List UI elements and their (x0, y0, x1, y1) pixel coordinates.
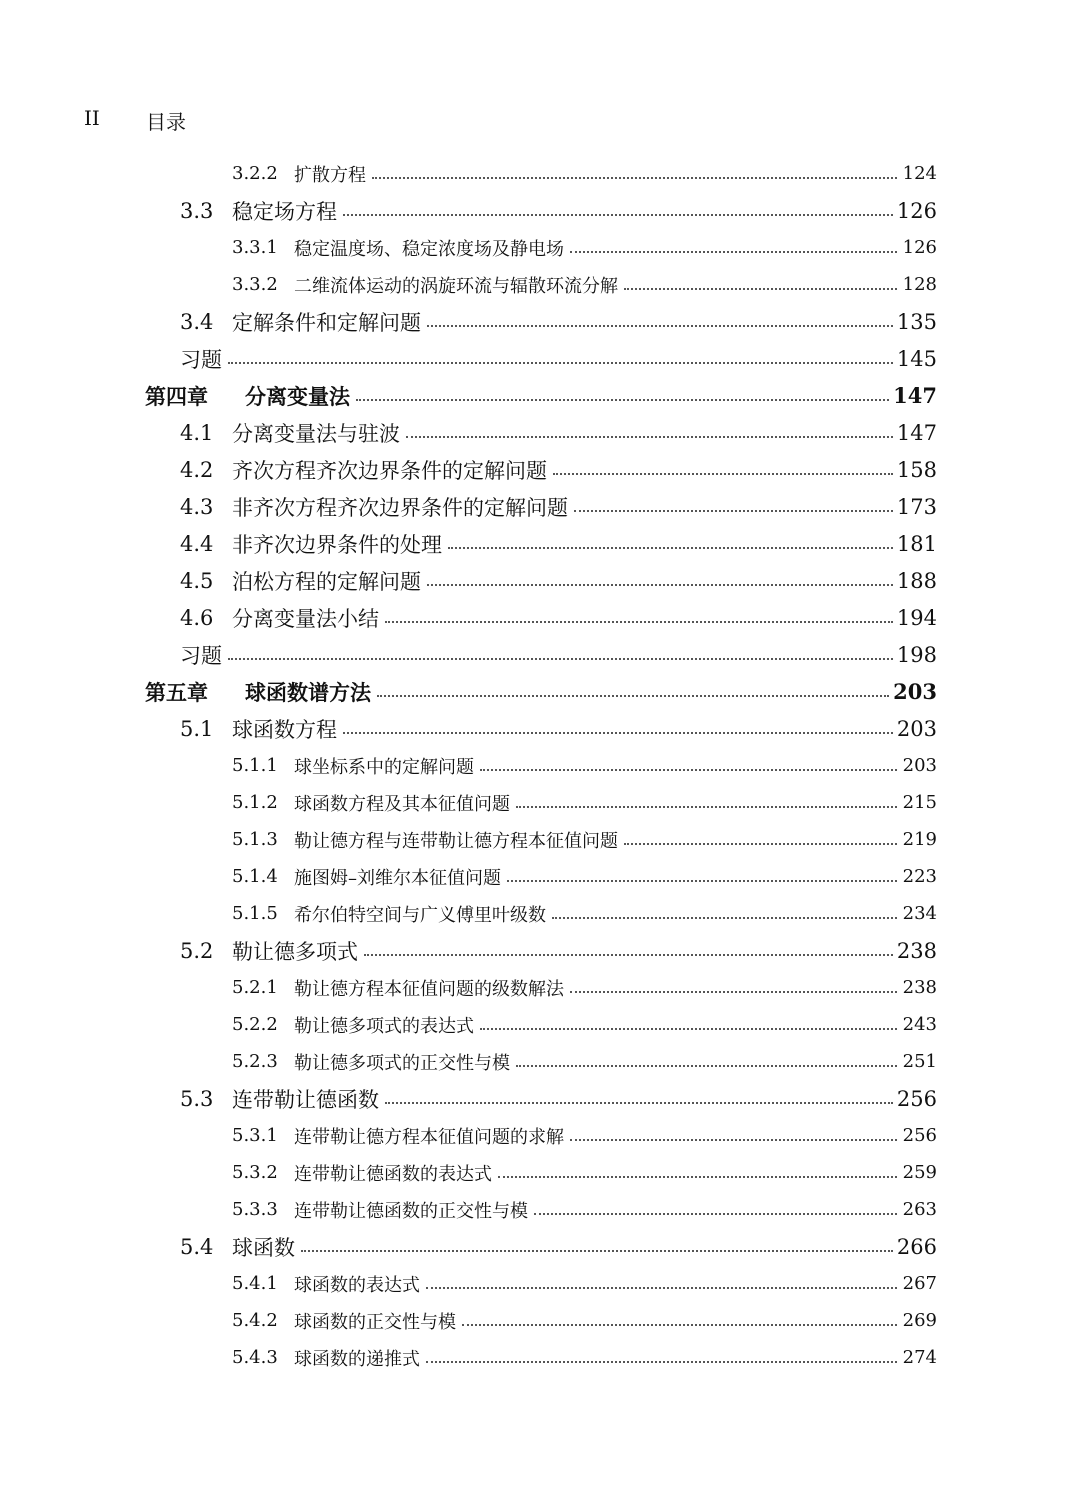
dot-leader (427, 325, 893, 327)
toc-entry-title: 稳定场方程 (232, 199, 337, 224)
toc-entry-title: 非齐次方程齐次边界条件的定解问题 (232, 495, 568, 520)
dot-leader (574, 510, 893, 512)
toc-entry-number: 5.1.5 (232, 903, 278, 924)
dot-leader (570, 251, 897, 253)
toc-entry-page: 203 (893, 679, 937, 704)
toc-entry-number: 5.4.3 (232, 1347, 278, 1368)
header-title: 目录 (146, 110, 186, 134)
toc-entry-page: 203 (896, 716, 937, 741)
toc-section-row[interactable] (0, 192, 1080, 229)
toc-subsection-row[interactable] (0, 1339, 1080, 1376)
dot-leader (624, 843, 897, 845)
dot-leader (343, 214, 893, 216)
page-number: II (84, 106, 100, 130)
toc-section-row[interactable] (0, 1080, 1080, 1117)
toc-entry-page: 147 (893, 383, 937, 408)
toc-entry-title: 分离变量法 (245, 383, 350, 409)
dot-leader (480, 769, 897, 771)
toc-entry-number: 5.1.2 (232, 792, 278, 813)
toc-entry-page: 124 (902, 163, 937, 184)
toc-subsection-row[interactable] (0, 784, 1080, 821)
toc-subsection-row[interactable] (0, 1302, 1080, 1339)
toc-entry-number: 3.4 (180, 309, 214, 334)
toc-subsection-row[interactable] (0, 969, 1080, 1006)
toc-subsection-row[interactable] (0, 747, 1080, 784)
dot-leader (427, 584, 893, 586)
toc-entry-page: 128 (902, 274, 937, 295)
toc-entry-number: 5.2.2 (232, 1014, 278, 1035)
toc-entry-title: 非齐次边界条件的处理 (232, 532, 442, 557)
toc-subsection-row[interactable] (0, 266, 1080, 303)
toc-entry-title: 连带勒让德方程本征值问题的求解 (294, 1126, 564, 1148)
toc-entry-page: 267 (902, 1273, 937, 1294)
toc-entry-title: 习题 (180, 643, 222, 668)
toc-entry-number: 4.3 (180, 494, 214, 519)
toc-subsection-row[interactable] (0, 821, 1080, 858)
toc-entry-page: 251 (902, 1051, 937, 1072)
dot-leader (507, 880, 897, 882)
toc-entry-page: 126 (896, 198, 937, 223)
toc-section-row[interactable] (0, 525, 1080, 562)
toc-section-row[interactable] (0, 1228, 1080, 1265)
toc-entry-page: 203 (902, 755, 937, 776)
toc-entry-page: 269 (902, 1310, 937, 1331)
toc-subsection-row[interactable] (0, 1117, 1080, 1154)
toc-entry-number: 第四章 (145, 383, 208, 409)
toc-chapter-row[interactable] (0, 673, 1080, 710)
toc-entry-page: 215 (902, 792, 937, 813)
toc-entry-title: 泊松方程的定解问题 (232, 569, 421, 594)
dot-leader (356, 399, 889, 401)
dot-leader (570, 991, 897, 993)
toc-entry-number: 5.1.3 (232, 829, 278, 850)
dot-leader (498, 1176, 897, 1178)
toc-subsection-row[interactable] (0, 1043, 1080, 1080)
dot-leader (377, 695, 889, 697)
toc-section-row[interactable] (0, 414, 1080, 451)
toc-entry-number: 5.1.1 (232, 755, 278, 776)
dot-leader (426, 1287, 897, 1289)
toc-entry-number: 5.3.2 (232, 1162, 278, 1183)
toc-subsection-row[interactable] (0, 229, 1080, 266)
toc-entry-title: 扩散方程 (294, 164, 366, 186)
toc-entry-title: 勒让德方程与连带勒让德方程本征值问题 (294, 830, 618, 852)
toc-entry-title: 定解条件和定解问题 (232, 310, 421, 335)
toc-entry-page: 238 (902, 977, 937, 998)
toc-entry-page: 263 (902, 1199, 937, 1220)
page-header (84, 106, 996, 138)
toc-entry-title: 稳定温度场、稳定浓度场及静电场 (294, 238, 564, 260)
toc-entry-page: 234 (902, 903, 937, 924)
toc-entry-title: 分离变量法与驻波 (232, 421, 400, 446)
toc-entry-page: 198 (896, 642, 937, 667)
toc-entry-number: 3.3 (180, 198, 214, 223)
toc-entry-number: 5.3.3 (232, 1199, 278, 1220)
toc-entry-title: 球坐标系中的定解问题 (294, 756, 474, 778)
toc-entry-page: 194 (896, 605, 937, 630)
dot-leader (480, 1028, 897, 1030)
toc-entry-page: 238 (896, 938, 937, 963)
toc-subsection-row[interactable] (0, 155, 1080, 192)
toc-entry-number: 5.2.1 (232, 977, 278, 998)
dot-leader (552, 917, 897, 919)
toc-entry-page: 274 (902, 1347, 937, 1368)
dot-leader (301, 1250, 893, 1252)
toc-entry-title: 球函数方程及其本征值问题 (294, 793, 510, 815)
toc-section-row[interactable] (0, 562, 1080, 599)
toc-entry-page: 158 (896, 457, 937, 482)
dot-leader (228, 658, 893, 660)
dot-leader (343, 732, 893, 734)
dot-leader (516, 806, 897, 808)
toc-entry-number: 5.4.2 (232, 1310, 278, 1331)
toc-subsection-row[interactable] (0, 895, 1080, 932)
toc-section-row[interactable] (0, 599, 1080, 636)
dot-leader (462, 1324, 897, 1326)
toc-entry-page: 243 (902, 1014, 937, 1035)
dot-leader (570, 1139, 897, 1141)
toc-entry-number: 3.3.2 (232, 274, 278, 295)
toc-section-row[interactable] (0, 710, 1080, 747)
toc-entry-title: 球函数方程 (232, 717, 337, 742)
dot-leader (553, 473, 893, 475)
toc-entry-title: 球函数 (232, 1235, 295, 1260)
toc-entry-title: 二维流体运动的涡旋环流与辐散环流分解 (294, 275, 618, 297)
toc-section-row[interactable] (0, 932, 1080, 969)
dot-leader (372, 177, 897, 179)
toc-entry-page: 259 (902, 1162, 937, 1183)
toc-exercise-row[interactable] (0, 636, 1080, 673)
dot-leader (385, 1102, 893, 1104)
toc-chapter-row[interactable] (0, 377, 1080, 414)
toc-entry-number: 4.5 (180, 568, 214, 593)
toc-entry-number: 5.3 (180, 1086, 214, 1111)
toc-entry-page: 188 (896, 568, 937, 593)
toc-entry-title: 勒让德多项式的表达式 (294, 1015, 474, 1037)
toc-entry-number: 3.3.1 (232, 237, 278, 258)
toc-entry-number: 4.6 (180, 605, 214, 630)
toc-section-row[interactable] (0, 451, 1080, 488)
toc-entry-title: 齐次方程齐次边界条件的定解问题 (232, 458, 547, 483)
toc-entry-title: 勒让德多项式 (232, 939, 358, 964)
toc-entry-number: 4.4 (180, 531, 214, 556)
dot-leader (228, 362, 893, 364)
toc-entry-number: 5.2 (180, 938, 214, 963)
dot-leader (534, 1213, 897, 1215)
dot-leader (624, 288, 897, 290)
toc-entry-title: 连带勒让德函数的正交性与模 (294, 1200, 528, 1222)
toc-entry-page: 256 (902, 1125, 937, 1146)
toc-entry-title: 习题 (180, 347, 222, 372)
toc-entry-title: 分离变量法小结 (232, 606, 379, 631)
toc-entry-page: 266 (896, 1234, 937, 1259)
toc-entry-title: 勒让德多项式的正交性与模 (294, 1052, 510, 1074)
table-of-contents (0, 155, 1080, 1376)
dot-leader (426, 1361, 897, 1363)
toc-entry-page: 145 (896, 346, 937, 371)
toc-entry-page: 223 (902, 866, 937, 887)
toc-entry-page: 173 (896, 494, 937, 519)
toc-section-row[interactable] (0, 303, 1080, 340)
toc-entry-title: 施图姆–刘维尔本征值问题 (294, 867, 501, 889)
toc-entry-page: 256 (896, 1086, 937, 1111)
toc-entry-title: 球函数的递推式 (294, 1348, 420, 1370)
toc-exercise-row[interactable] (0, 340, 1080, 377)
toc-entry-page: 219 (902, 829, 937, 850)
toc-entry-title: 连带勒让德函数 (232, 1087, 379, 1112)
toc-entry-number: 第五章 (145, 679, 208, 705)
toc-entry-number: 5.2.3 (232, 1051, 278, 1072)
toc-entry-title: 连带勒让德函数的表达式 (294, 1163, 492, 1185)
toc-entry-number: 5.3.1 (232, 1125, 278, 1146)
dot-leader (448, 547, 893, 549)
toc-entry-page: 147 (896, 420, 937, 445)
dot-leader (406, 436, 893, 438)
toc-entry-number: 5.1 (180, 716, 214, 741)
dot-leader (364, 954, 893, 956)
toc-subsection-row[interactable] (0, 858, 1080, 895)
toc-subsection-row[interactable] (0, 1265, 1080, 1302)
toc-entry-title: 勒让德方程本征值问题的级数解法 (294, 978, 564, 1000)
toc-subsection-row[interactable] (0, 1191, 1080, 1228)
toc-entry-title: 希尔伯特空间与广义傅里叶级数 (294, 904, 546, 926)
toc-entry-title: 球函数的表达式 (294, 1274, 420, 1296)
toc-entry-title: 球函数谱方法 (245, 679, 371, 705)
dot-leader (516, 1065, 897, 1067)
toc-entry-page: 126 (902, 237, 937, 258)
toc-entry-number: 5.1.4 (232, 866, 278, 887)
toc-entry-number: 5.4 (180, 1234, 214, 1259)
dot-leader (385, 621, 893, 623)
toc-subsection-row[interactable] (0, 1154, 1080, 1191)
toc-entry-number: 3.2.2 (232, 163, 278, 184)
toc-entry-number: 4.2 (180, 457, 214, 482)
toc-section-row[interactable] (0, 488, 1080, 525)
toc-entry-title: 球函数的正交性与模 (294, 1311, 456, 1333)
toc-entry-number: 5.4.1 (232, 1273, 278, 1294)
toc-entry-page: 135 (896, 309, 937, 334)
toc-entry-page: 181 (896, 531, 937, 556)
toc-entry-number: 4.1 (180, 420, 214, 445)
toc-subsection-row[interactable] (0, 1006, 1080, 1043)
